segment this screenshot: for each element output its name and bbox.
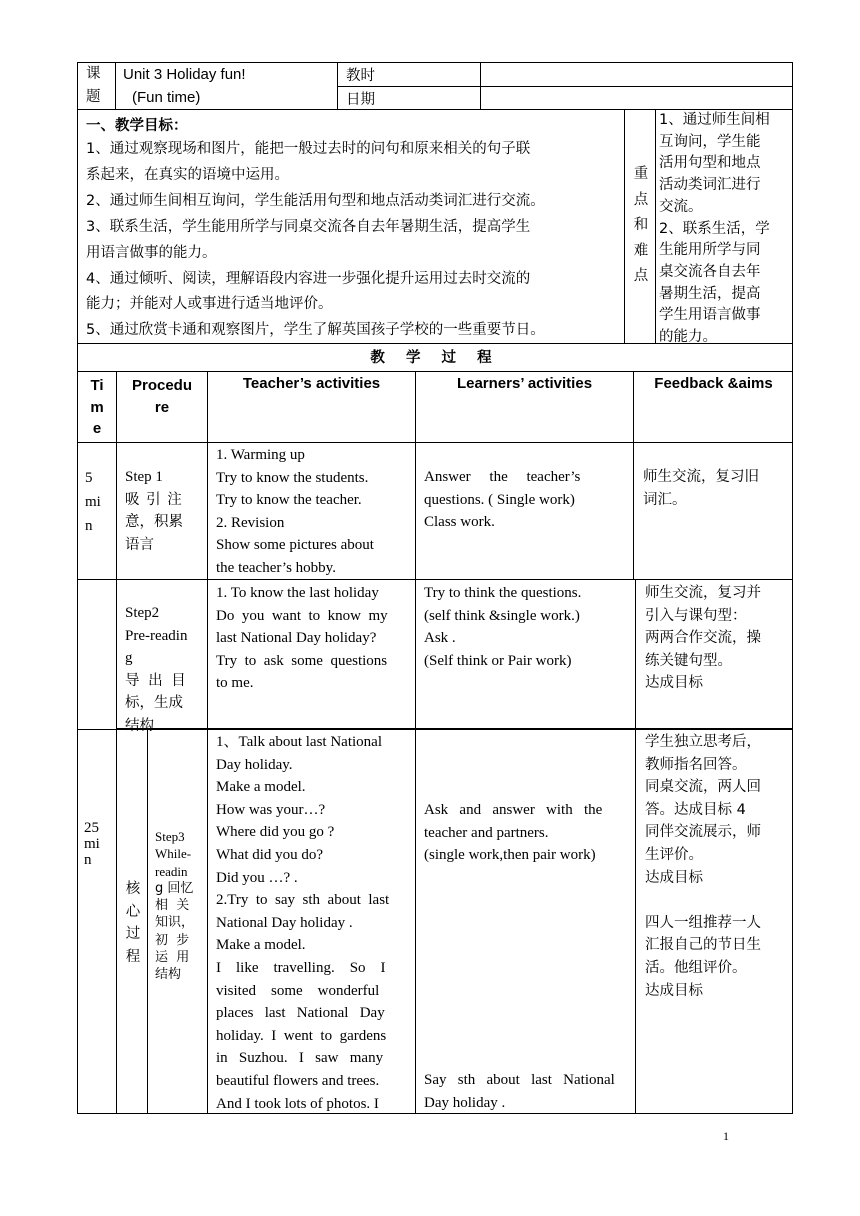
- divider: [337, 86, 793, 87]
- col-learner: Learners’ activities: [456, 375, 593, 392]
- row3-time: 25 mi n: [84, 820, 100, 868]
- hours-label: 教时: [346, 68, 375, 84]
- course-title: Unit 3 Holiday fun! (Fun time): [123, 66, 246, 106]
- divider: [116, 579, 117, 730]
- col-time: Ti m e: [90, 377, 104, 437]
- row1-teacher: 1. Warming up Try to know the students. Try to know the teacher. 2. Revision Show some pictures about the teacher’s hobby.: [216, 447, 374, 576]
- divider: [207, 579, 208, 730]
- divider: [116, 728, 117, 1114]
- divider: [633, 442, 634, 580]
- divider: [115, 62, 116, 110]
- row1-learner: Answer the teacher’s questions. ( Single work) Class work.: [424, 469, 581, 531]
- col-procedure: Procedu re: [131, 377, 192, 416]
- divider: [415, 579, 416, 730]
- row3-feedback: 学生独立思考后， 教师指名回答。 同桌交流，两人回 答。达成目标 4 同伴交流展示，师 生评价。 达成目标 四人一组推荐一人 汇报自己的节日生 活。他组评价。 达成目标: [645, 734, 761, 999]
- divider: [415, 728, 416, 1114]
- row1-feedback: 师生交流，复习旧 词汇。: [643, 469, 759, 508]
- objectives-list: 1、通过观察现场和图片，能把一般过去时的问句和原来相关的句子联 系起来，在真实的语境中运用。 2、通过师生间相互询问，学生能活用句型和地点活动类词汇进行交流。 3、联系生活，学生能用所学与同桌交流各自去年暑期生活，提高学生 用语言做事的能力。 4、通过倾听、阅读，理解语段内容进一步强化提升运用过去时交流的 能力；并能对人或事进行适当地评价。 5、通过欣赏卡通和观察图片，学生了解英国孩子学校的一些重要节日。: [86, 141, 545, 339]
- col-teacher: Teacher’s activities: [242, 375, 381, 392]
- key-difficulty-label: 重 点 和 难 点: [633, 166, 649, 284]
- row3-learner-b: Say sth about last National Day holiday .: [424, 1072, 615, 1111]
- row3-teacher: 1、Talk about last National Day holiday. Make a model. How was your…? Where did you go ? What did you do? Did you …? . 2.Try to say sth about last National Day holiday . Make a model. I like travelling. So I visited some wonderful places last National Day holiday. I went to gardens in Suzhou. I saw many beautiful flowers and trees. And I took lots of photos. I: [216, 734, 390, 1112]
- date-label: 日期: [346, 92, 375, 108]
- objectives-heading: 一、教学目标：: [86, 118, 188, 134]
- row3-learner-a: Ask and answer with the teacher and partners. (single work,then pair work): [424, 802, 603, 864]
- divider: [635, 579, 636, 730]
- row3-procedure: Step3 While- readin g 回忆 相 关 知识， 初 步 运 用 结构: [155, 829, 195, 983]
- divider: [415, 442, 416, 580]
- row2-feedback: 师生交流，复习并 引入与课句型： 两两合作交流，操 练关键句型。 达成目标: [645, 585, 761, 692]
- divider: [207, 728, 208, 1114]
- divider: [635, 728, 636, 1114]
- row2-procedure: Step2 Pre-readin g 导 出 目 标，生成 结构: [125, 605, 188, 734]
- divider: [624, 109, 625, 344]
- row1-time: 5 mi n: [85, 470, 101, 534]
- divider: [116, 442, 117, 580]
- course-label: 课题: [86, 66, 101, 105]
- row1-procedure: Step 1 吸 引 注 意，积累 语言: [125, 469, 183, 553]
- row2-teacher: 1. To know the last holiday Do you want to know my last National Day holiday? Try to ask some questions to me.: [216, 585, 388, 692]
- divider: [207, 442, 208, 580]
- process-title: 教 学 过 程: [370, 350, 500, 366]
- col-feedback: Feedback &aims: [654, 375, 773, 392]
- row2-learner: Try to think the questions. (self think &single work.) Ask . (Self think or Pair work): [424, 585, 582, 669]
- key-difficulty-text: 1、通过师生间相 互询问，学生能 活用句型和地点 活动类词汇进行 交流。 2、联系生活，学 生能用所学与同 桌交流各自去年 暑期生活，提高 学生用语言做事 的能力。: [659, 112, 770, 346]
- page-number: 1: [723, 1129, 729, 1143]
- row3-core-label: 核 心 过 程: [125, 881, 141, 965]
